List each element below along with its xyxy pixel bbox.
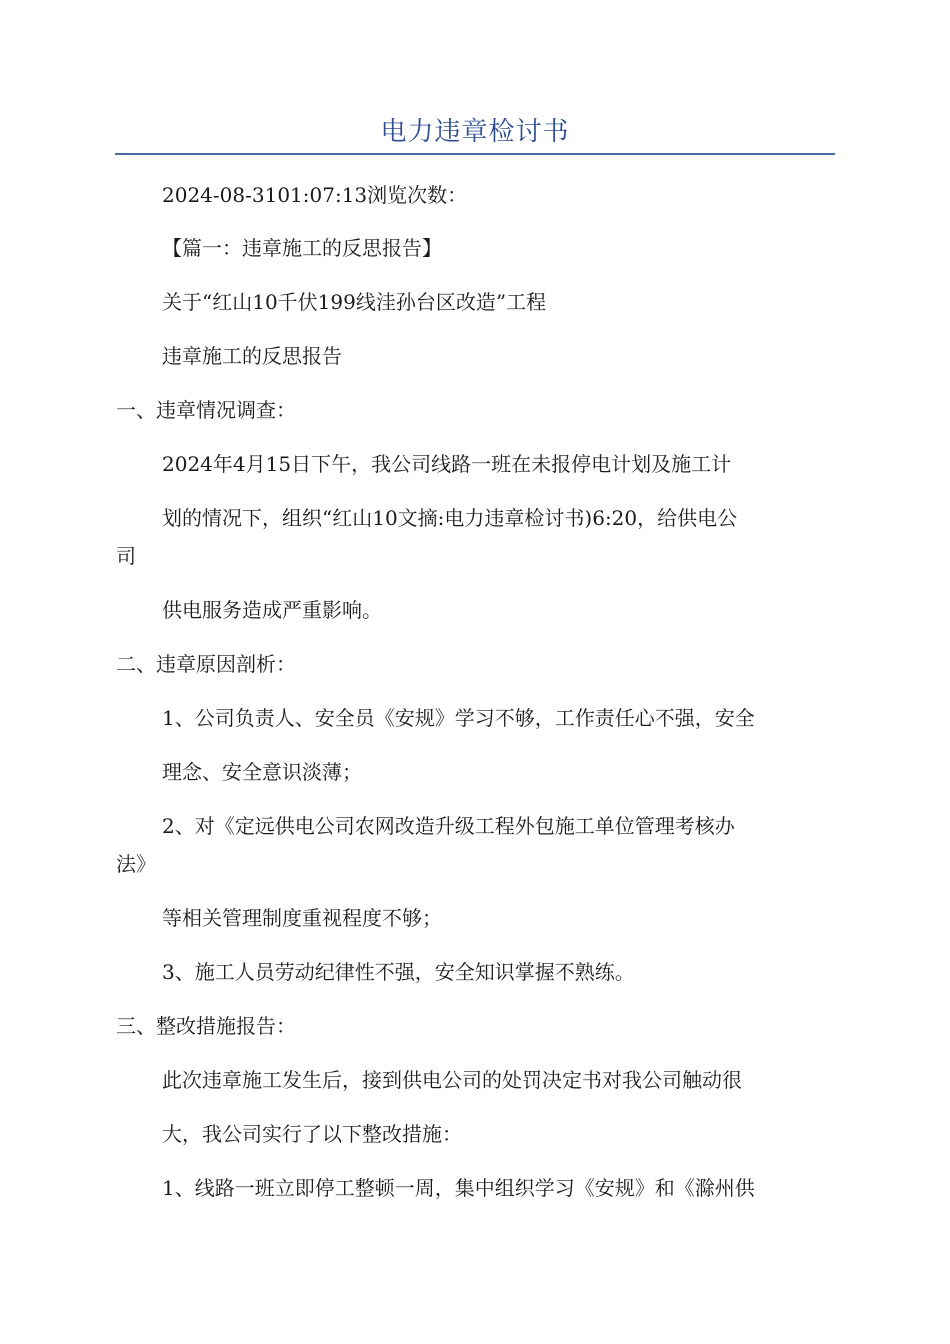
section-heading: 三、整改措施报告：: [116, 1014, 296, 1038]
section-heading: 一、违章情况调查：: [116, 398, 296, 422]
paragraph-line: 划的情况下，组织“红山10文摘:电力违章检讨书)6:20，给供电公: [162, 506, 738, 530]
paragraph-line: 1、公司负责人、安全员《安规》学习不够，工作责任心不强，安全: [162, 706, 755, 730]
paragraph-line: 法》: [116, 852, 156, 876]
title-underline: [115, 153, 835, 155]
document-title: 电力违章检讨书: [380, 117, 570, 147]
paragraph-line: 司: [116, 544, 136, 568]
paragraph-line: 关于“红山10千伏199线洼孙台区改造”工程: [162, 290, 547, 314]
paragraph-line: 1、线路一班立即停工整顿一周，集中组织学习《安规》和《滁州供: [162, 1176, 755, 1200]
paragraph-line: 供电服务造成严重影响。: [162, 598, 382, 622]
paragraph-line: 违章施工的反思报告: [162, 344, 342, 368]
section-heading-part-one: 【篇一：违章施工的反思报告】: [162, 236, 442, 260]
section-heading: 二、违章原因剖析：: [116, 652, 296, 676]
paragraph-line: 2、对《定远供电公司农网改造升级工程外包施工单位管理考核办: [162, 814, 735, 838]
paragraph-line: 3、施工人员劳动纪律性不强，安全知识掌握不熟练。: [162, 960, 635, 984]
paragraph-line: 大，我公司实行了以下整改措施：: [162, 1122, 462, 1146]
paragraph-line: 此次违章施工发生后，接到供电公司的处罚决定书对我公司触动很: [162, 1068, 742, 1092]
date-views-line: 2024-08-3101:07:13浏览次数：: [162, 183, 468, 207]
paragraph-line: 2024年4月15日下午，我公司线路一班在未报停电计划及施工计: [162, 452, 732, 476]
paragraph-line: 理念、安全意识淡薄；: [162, 760, 362, 784]
paragraph-line: 等相关管理制度重视程度不够；: [162, 906, 442, 930]
